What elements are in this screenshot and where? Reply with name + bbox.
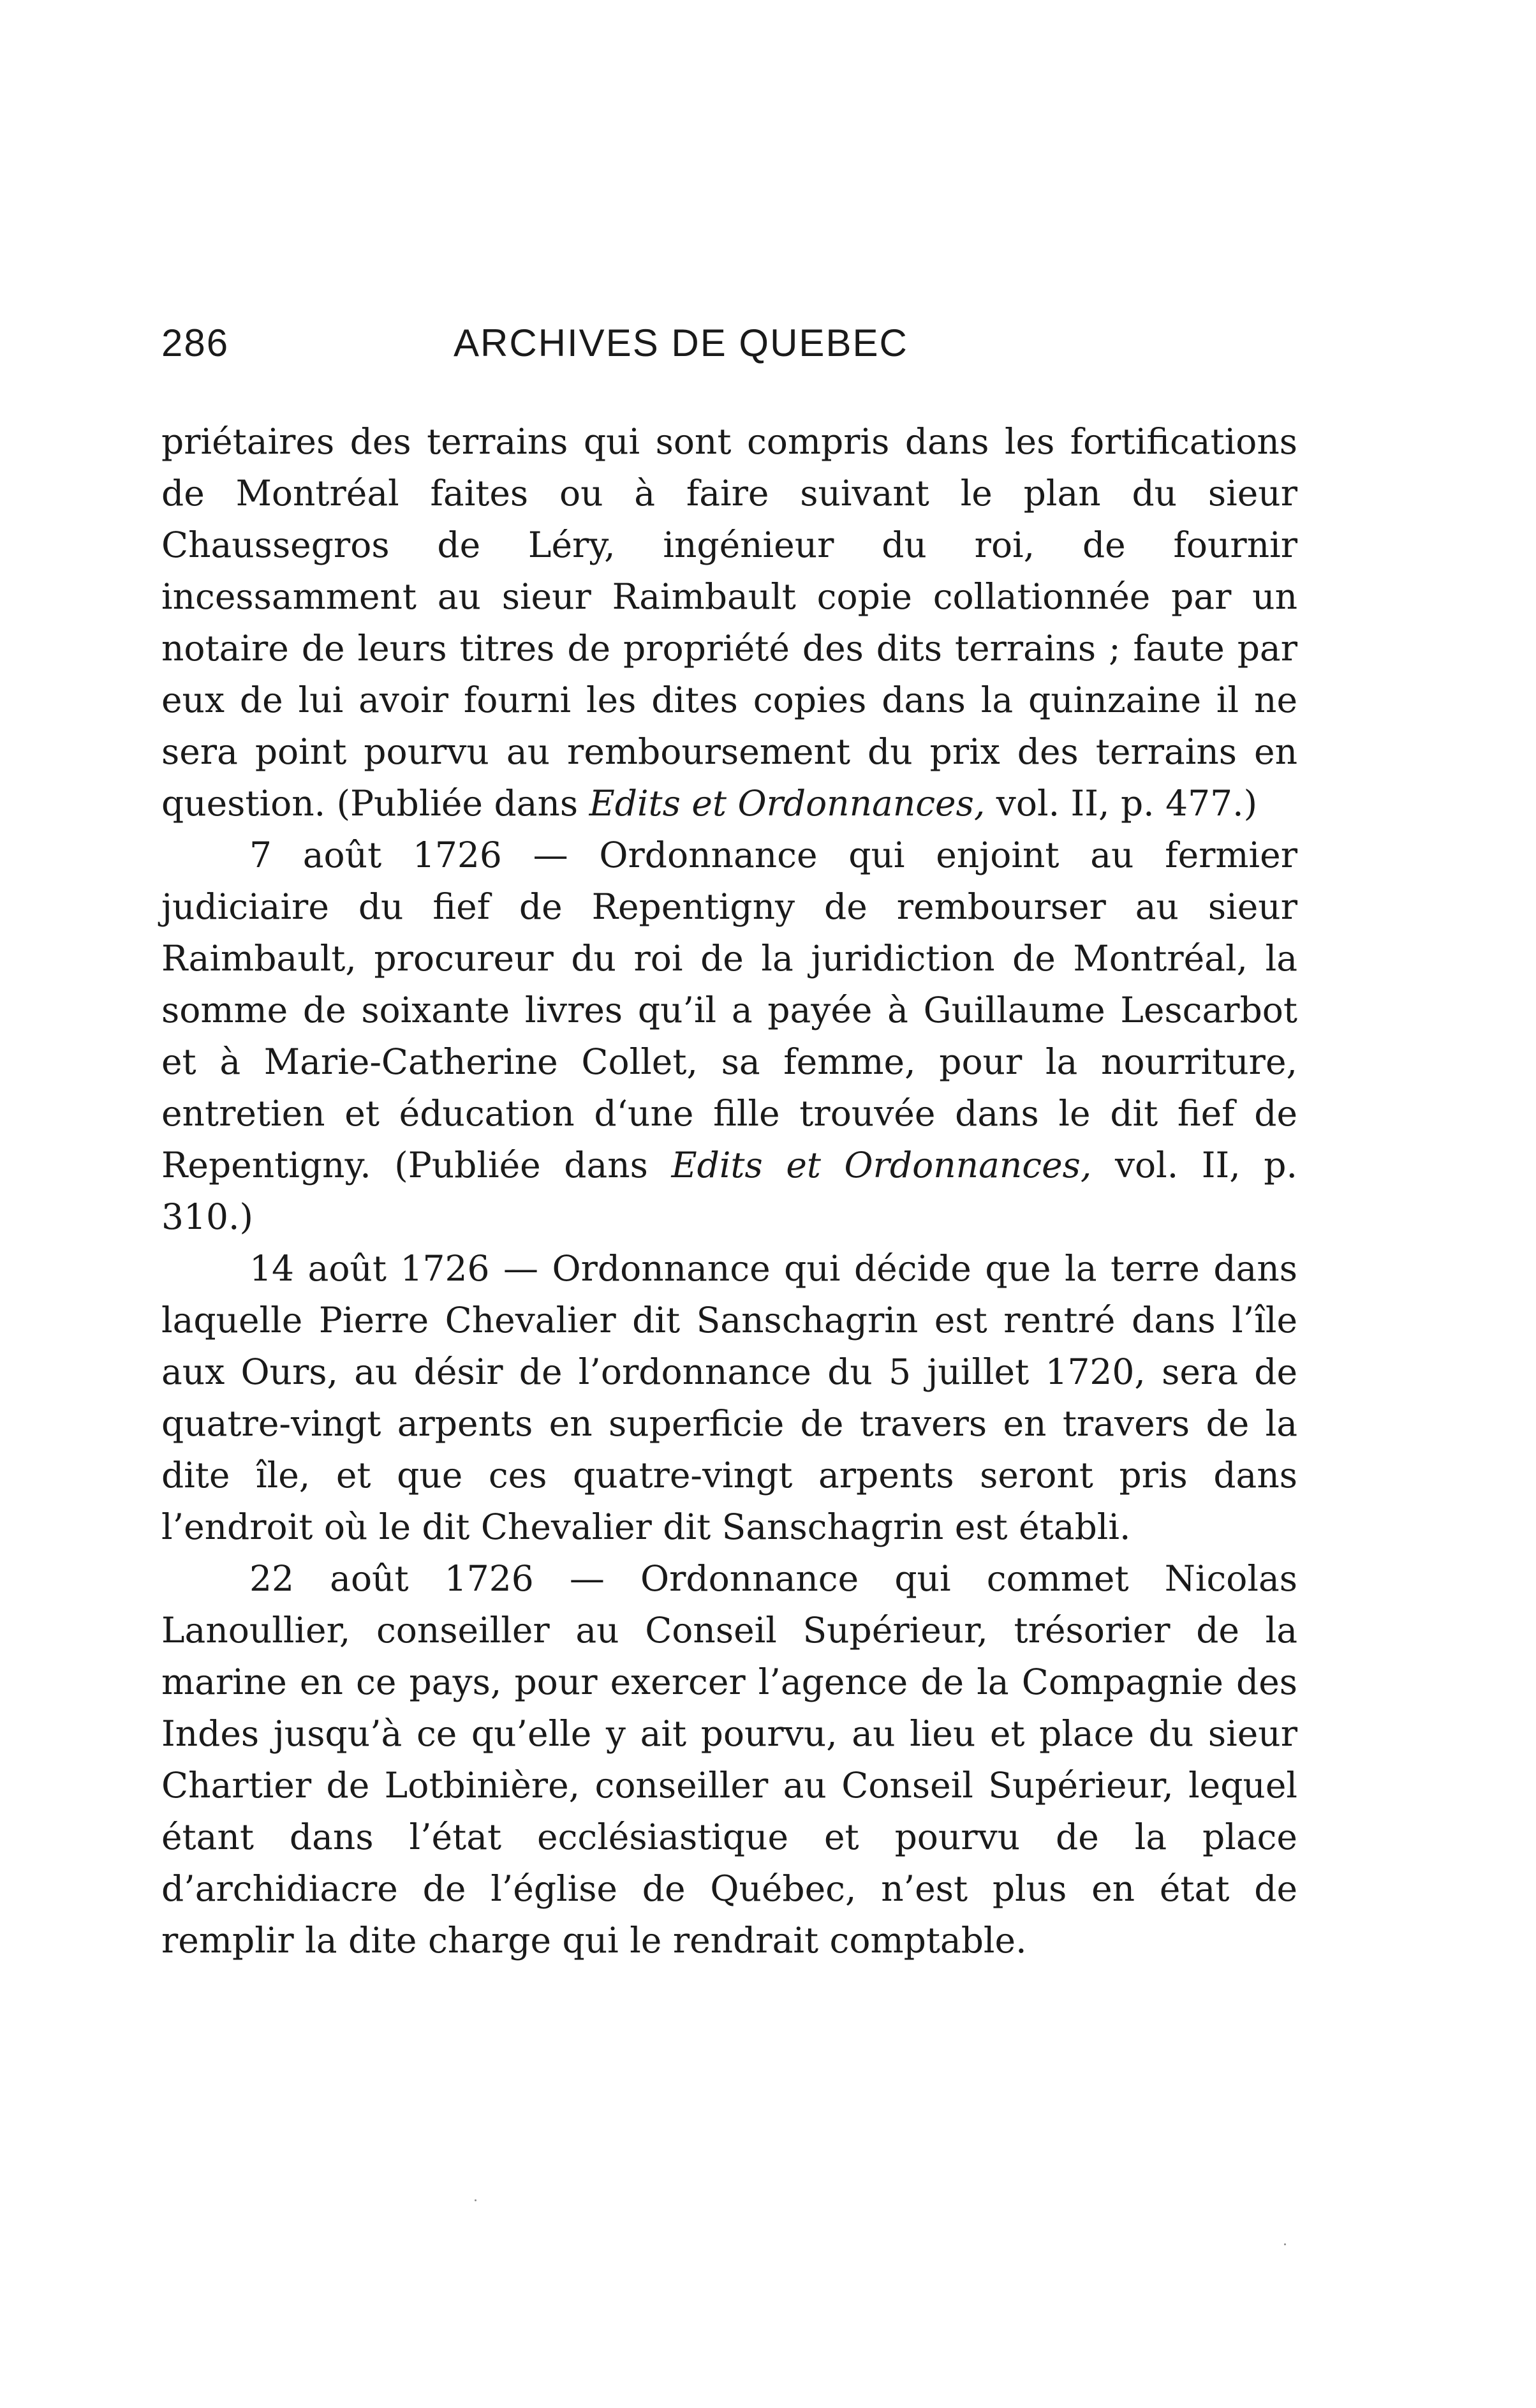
scan-speck [475,2199,476,2201]
paragraph-entry-22-aout-1726: 22 août 1726 — Ordonnance qui commet Nicolas Lanoullier, conseiller au Conseil Supérieur, trésorier de la marine en ce pays, pour exercer l’agence de la Compagnie des Indes jusqu’à ce qu’elle y ait pourvu, au lieu et place du sieur Chartier de Lotbinière, conseiller au Conseil Supérieur, lequel étant dans l’état ecclésiastique et pourvu de la place d’archidiacre de l’église de Québec, n’est plus en état de remplir la dite charge qui le rendrait comptable. [161,1558,1297,1961]
paragraph-entry-7-aout-1726 [161,829,1297,1243]
running-head [161,318,1297,369]
paragraph-text: vol. II, p. 310.) [161,1145,1297,1237]
body-text [161,416,1297,1966]
scan-speck [1284,2243,1286,2245]
paragraph-text: priétaires des terrains qui sont compris dans les fortifications de Montréal faites ou à faire suivant le plan du sieur Chaussegros de Léry, ingénieur du roi, de fournir incessamment au sieur Raimbault copie collationnée par un notaire de leurs titres de propriété des dits terrains ; faute par eux de lui avoir fourni les dites copies dans la quinzaine il ne sera point pourvu au remboursement du prix des terrains en question. (Publiée dans [161,421,1297,824]
page-number: 286 [161,322,230,364]
italic-citation: Edits et Ordonnances, [671,1145,1092,1185]
italic-citation: Edits et Ordonnances, [589,783,986,824]
paragraph-continuation [161,416,1297,829]
page-header-title: ARCHIVES DE QUEBEC [454,322,908,364]
paragraph-text: vol. II, p. 477.) [985,783,1258,824]
paragraph-entry-14-aout-1726: 14 août 1726 — Ordonnance qui décide que la terre dans laquelle Pierre Chevalier dit Sanschagrin est rentré dans l’île aux Ours, au désir de l’ordonnance du 5 juillet 1720, sera de quatre-vingt arpents en superficie de travers en travers de la dite île, et que ces quatre-vingt arpents seront pris dans l’endroit où le dit Chevalier dit Sanschagrin est établi. [161,1248,1297,1547]
paragraph-text: 7 août 1726 — Ordonnance qui enjoint au fermier judiciaire du fief de Repentigny de rembourser au sieur Raimbault, procureur du roi de la juridiction de Montréal, la somme de soixante livres qu’il a payée à Guillaume Lescarbot et à Marie-Catherine Collet, sa femme, pour la nourriture, entretien et éducation d‘une fille trouvée dans le dit fief de Repentigny. (Publiée dans [161,835,1297,1185]
